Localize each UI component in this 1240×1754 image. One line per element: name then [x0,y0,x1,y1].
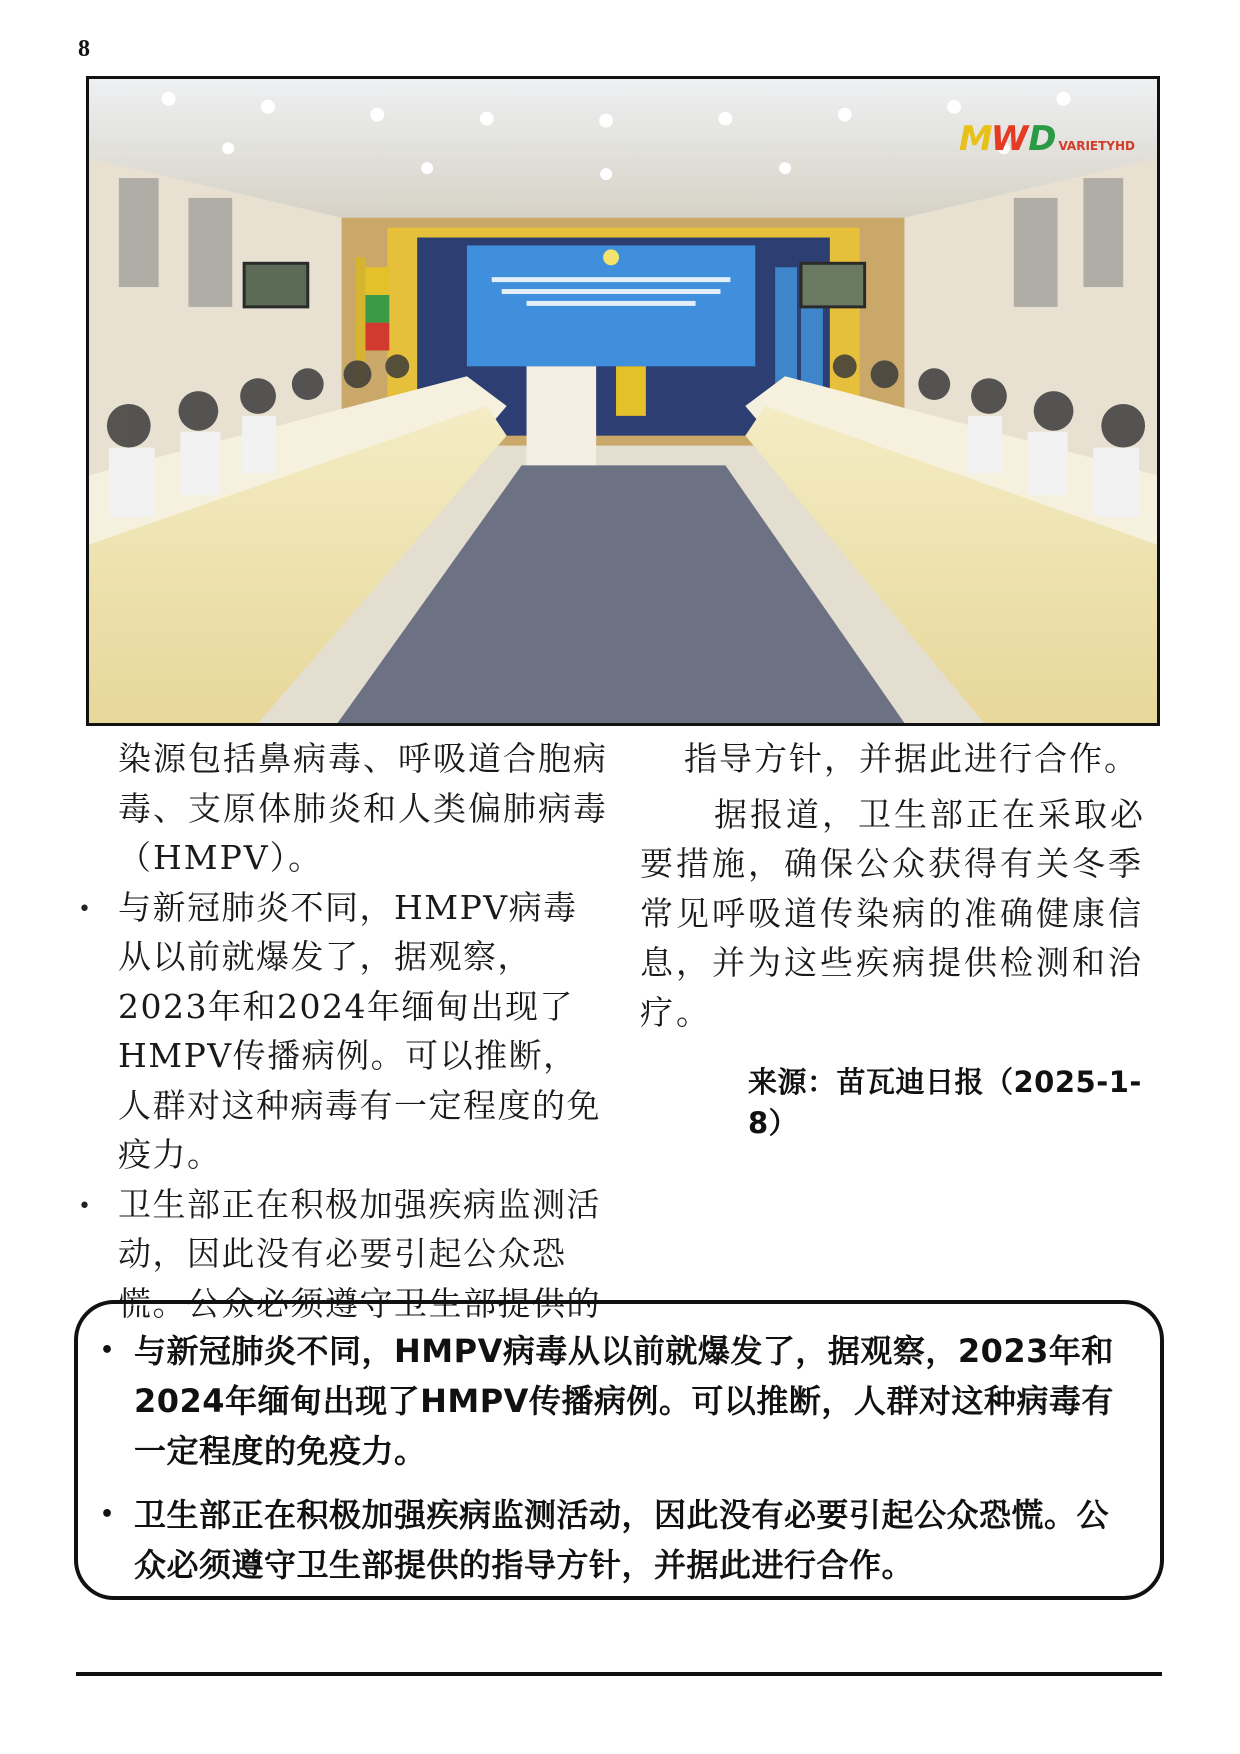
right-column [640,734,1160,1037]
page-number: 8 [78,36,90,62]
conference-hall-illustration [89,79,1157,723]
right-paragraph: 据报道，卫生部正在采取必要措施，确保公众获得有关冬季常见呼吸道传染病的准确健康信息，并为这些疾病提供检测和治疗。 [640,794,1146,1032]
left-bullet-list [118,883,608,1329]
bottom-divider [76,1672,1162,1676]
list-item: • 与新冠肺炎不同，HMPV病毒从以前就爆发了，据观察，2023年和2024年缅甸出现了HMPV传播病例。可以推断，人群对这种病毒有一定程度的免疫力。 [134,1326,1130,1476]
meeting-photo [86,76,1160,726]
summary-box [74,1300,1164,1600]
left-column [118,734,608,1328]
mwd-variety-logo: M W D VARIETYHD [958,119,1135,159]
right-continuation-text: 指导方针，并据此进行合作。 [684,739,1139,778]
summary-list [134,1326,1130,1590]
list-item: • 卫生部正在积极加强疾病监测活动，因此没有必要引起公众恐慌。公众必须遵守卫生部提供的 [118,1180,608,1329]
list-item: • 与新冠肺炎不同，HMPV病毒从以前就爆发了，据观察，2023年和2024年缅甸出现了HMPV传播病例。可以推断，人群对这种病毒有一定程度的免疫力。 [118,883,608,1180]
source-citation: 来源：苗瓦迪日报（2025-1-8） [748,1065,1142,1140]
left-continuation-text: 染源包括鼻病毒、呼吸道合胞病毒、支原体肺炎和人类偏肺病毒（HMPV）。 [118,739,608,877]
list-item: • 卫生部正在积极加强疾病监测活动，因此没有必要引起公众恐慌。公众必须遵守卫生部提供的指导方针，并据此进行合作。 [134,1490,1130,1590]
